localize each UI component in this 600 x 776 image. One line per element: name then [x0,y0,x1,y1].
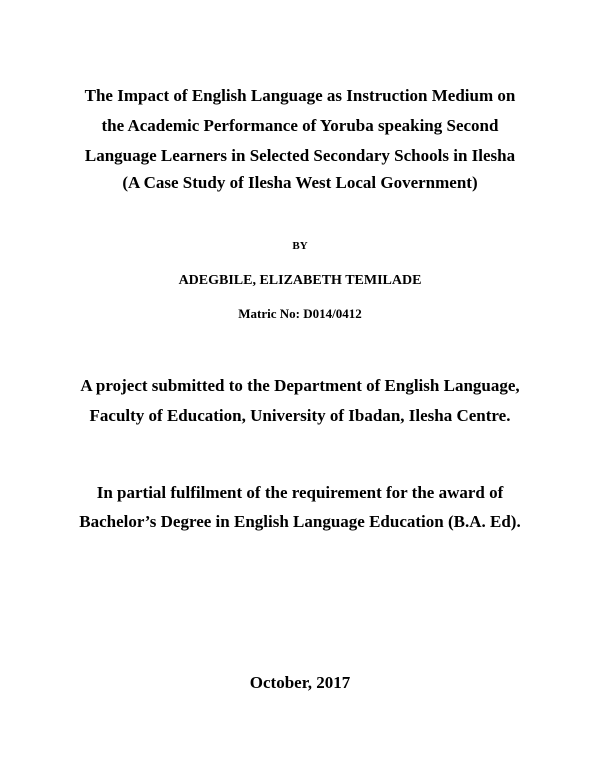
title-line-3: Language Learners in Selected Secondary Schools in Ilesha [84,146,516,165]
matric-number: Matric No: D014/0412 [238,306,362,321]
by-label: BY [292,240,308,252]
submission-line-1: A project submitted to the Department of English Language, [80,376,520,395]
author-name: ADEGBILE, ELIZABETH TEMILADE [178,273,422,288]
fulfilment-line-2: Bachelor’s Degree in English Language Education (B.A. Ed). [79,512,521,531]
title-line-2: the Academic Performance of Yoruba speaking Second [101,116,499,135]
submission-line-2: Faculty of Education, University of Ibadan, Ilesha Centre. [89,406,511,425]
title-line-1: The Impact of English Language as Instruction Medium on [84,86,516,105]
submission-date: October, 2017 [249,673,351,692]
title-line-4: (A Case Study of Ilesha West Local Government) [122,173,478,192]
fulfilment-line-1: In partial fulfilment of the requirement for the award of [96,483,504,502]
